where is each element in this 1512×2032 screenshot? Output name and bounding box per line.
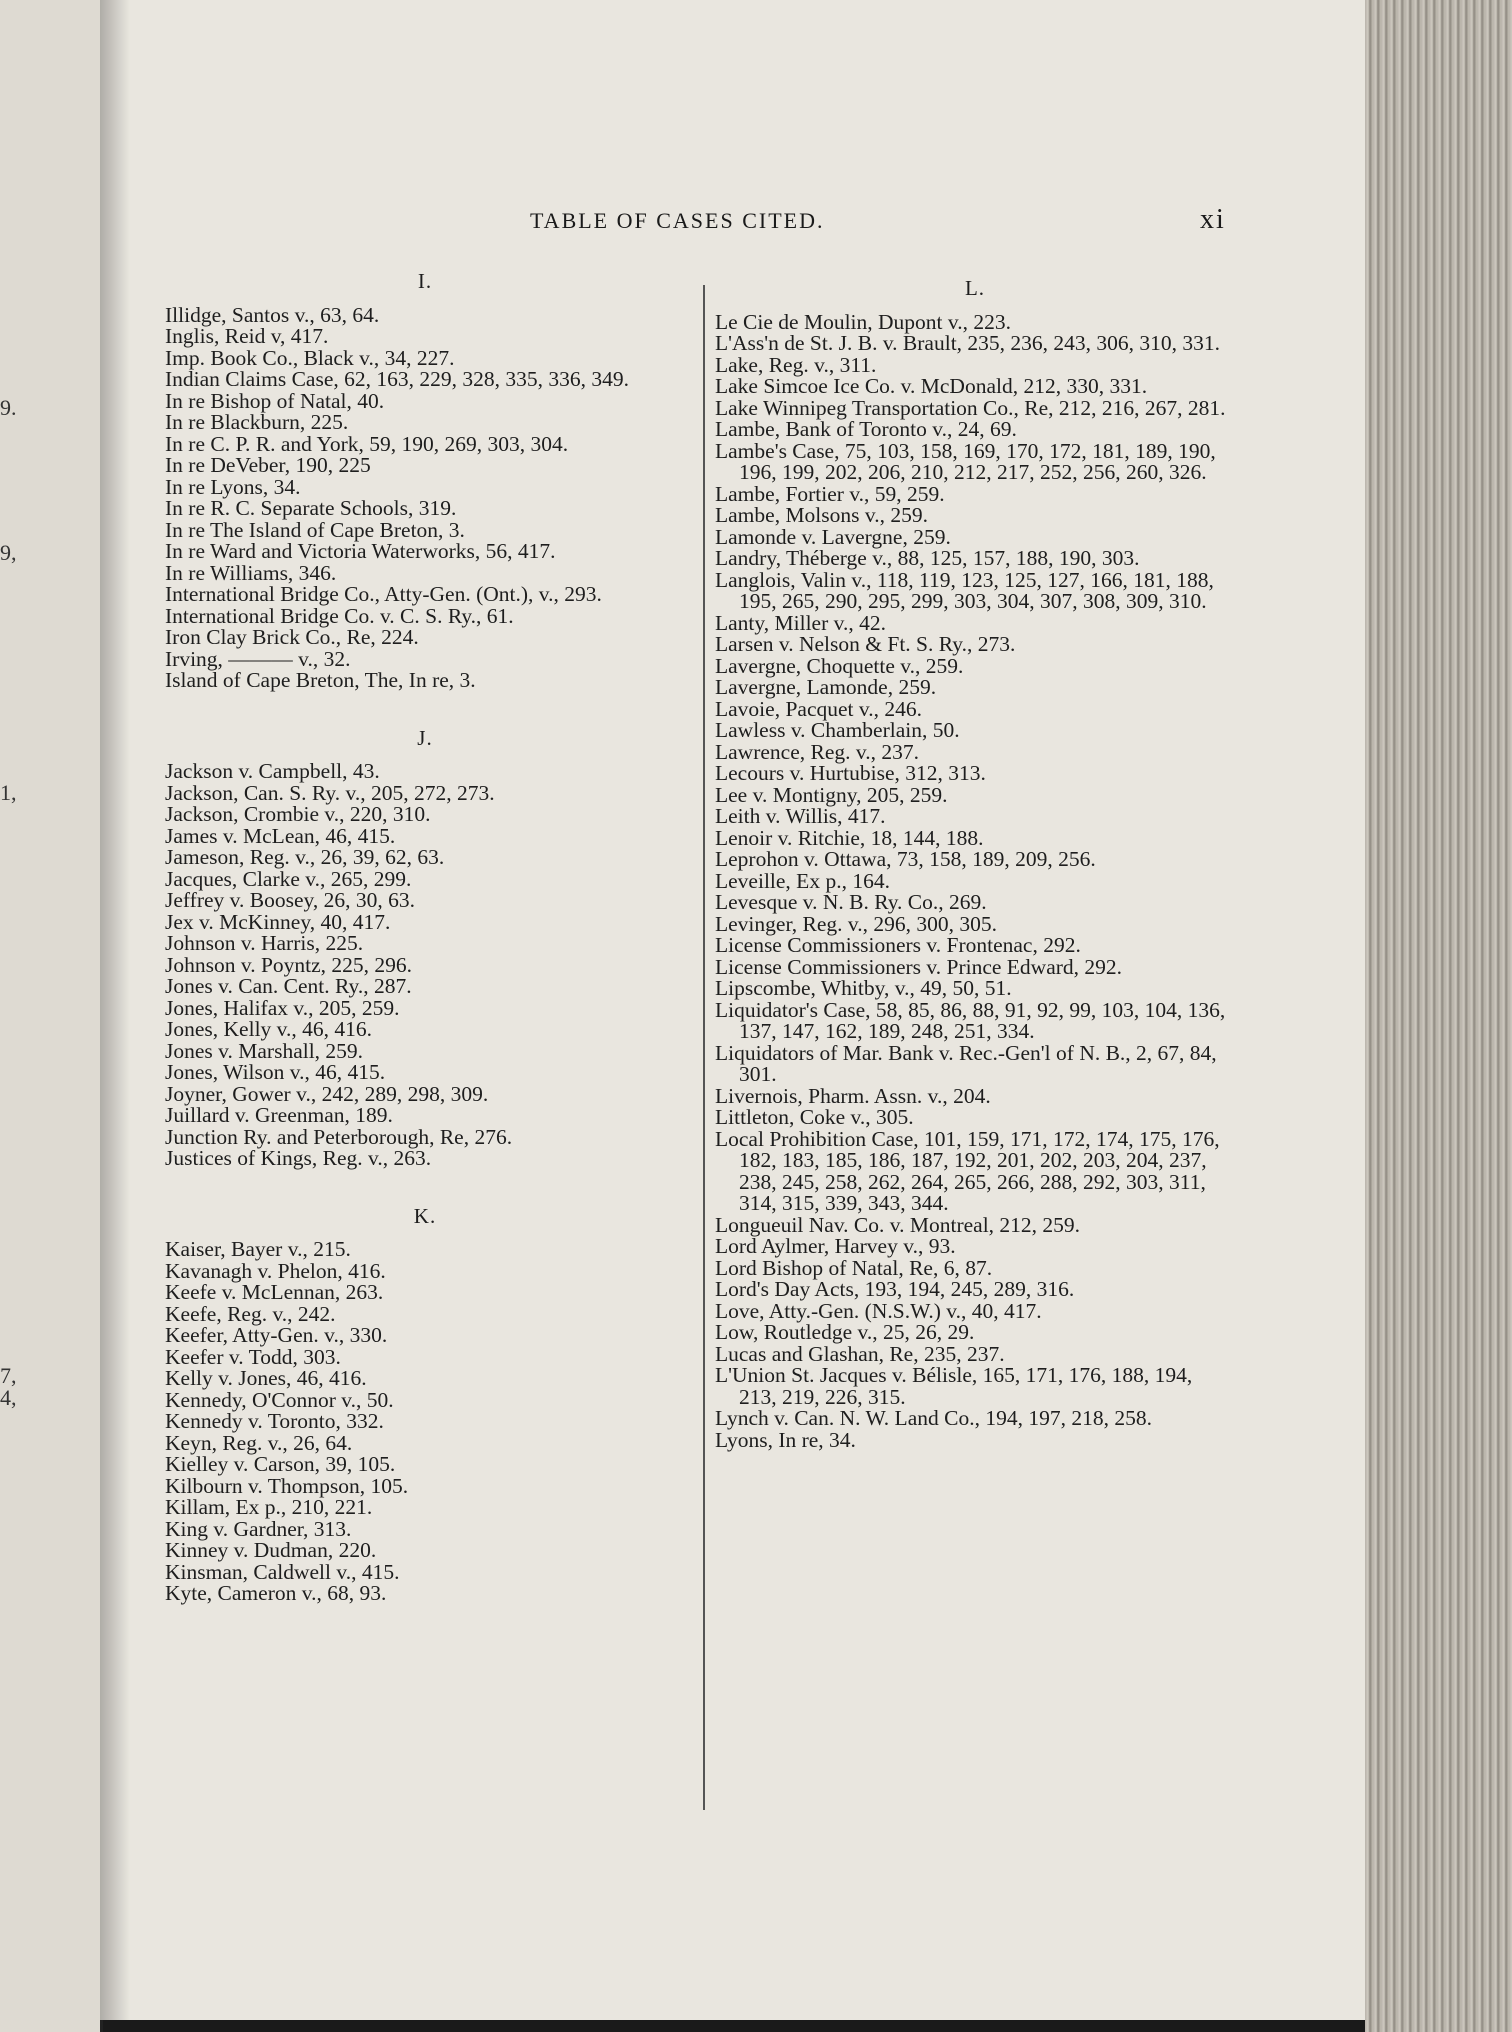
- case-entry: Kennedy, O'Connor v., 50.: [165, 1387, 394, 1412]
- case-entry: In re Blackburn, 225.: [165, 410, 349, 434]
- section-letter: I.: [417, 269, 433, 293]
- left-page-edge: [0, 0, 103, 2032]
- left-column: [165, 265, 685, 1605]
- case-entry: Lenoir v. Ritchie, 18, 144, 188.: [715, 825, 984, 850]
- case-entry: Jackson, Crombie v., 220, 310.: [165, 802, 431, 826]
- case-entry: Jones, Halifax v., 205, 259.: [165, 995, 400, 1020]
- case-entry: Junction Ry. and Peterborough, Re, 276.: [165, 1124, 513, 1149]
- margin-fragment: 7,: [0, 1363, 17, 1388]
- case-entry: In re C. P. R. and York, 59, 190, 269, 303, 304.: [165, 431, 569, 456]
- case-entry: Lavoie, Pacquet v., 246.: [715, 696, 922, 721]
- case-entry: Lamonde v. Lavergne, 259.: [715, 524, 951, 549]
- right-column: [715, 272, 1235, 1451]
- case-entry: Kelly v. Jones, 46, 416.: [165, 1366, 367, 1390]
- case-entry: Lord Aylmer, Harvey v., 93.: [715, 1234, 956, 1258]
- case-entry: In re DeVeber, 190, 225: [165, 453, 371, 477]
- case-entry: L'Union St. Jacques v. Bélisle, 165, 171, 176, 188, 194, 213, 219, 226, 315.: [715, 1363, 1193, 1409]
- case-entry: International Bridge Co., Atty-Gen. (Ont.), v., 293.: [165, 582, 602, 606]
- case-entry: Juillard v. Greenman, 189.: [165, 1103, 393, 1127]
- case-entry: Jacques, Clarke v., 265, 299.: [165, 866, 412, 891]
- margin-fragment: 1,: [0, 780, 17, 805]
- case-entry: Lambe, Fortier v., 59, 259.: [715, 481, 945, 506]
- case-entry: Jeffrey v. Boosey, 26, 30, 63.: [165, 888, 416, 912]
- case-entry: Jackson v. Campbell, 43.: [165, 759, 380, 783]
- case-entry: Jones, Kelly v., 46, 416.: [165, 1017, 373, 1041]
- page-title: TABLE OF CASES CITED.: [530, 208, 825, 233]
- page-number: xi: [1200, 204, 1226, 235]
- case-entry: Jones v. Marshall, 259.: [165, 1038, 364, 1063]
- section-letter: L.: [964, 276, 986, 300]
- case-entry: Island of Cape Breton, The, In re, 3.: [165, 668, 476, 692]
- case-entry: Kyte, Cameron v., 68, 93.: [165, 1581, 387, 1605]
- case-entry: Keefer v. Todd, 303.: [165, 1344, 341, 1369]
- case-entry: Johnson v. Poyntz, 225, 296.: [165, 952, 413, 977]
- case-entry: In re The Island of Cape Breton, 3.: [165, 517, 465, 542]
- case-entry: Leveille, Ex p., 164.: [715, 868, 890, 893]
- margin-fragment: 9.: [0, 395, 17, 420]
- case-entry: Lavergne, Choquette v., 259.: [715, 653, 964, 678]
- case-entry: Lawless v. Chamberlain, 50.: [715, 718, 960, 742]
- case-entry: Joyner, Gower v., 242, 289, 298, 309.: [165, 1081, 489, 1106]
- case-entry: Jex v. McKinney, 40, 417.: [165, 909, 391, 934]
- section-gap: [165, 1170, 685, 1200]
- case-entry: Lecours v. Hurtubise, 312, 313.: [715, 761, 986, 785]
- case-entry: Larsen v. Nelson & Ft. S. Ry., 273.: [715, 632, 1016, 656]
- case-entry: Irving, ——— v., 32.: [165, 646, 351, 671]
- case-entry: Liquidators of Mar. Bank v. Rec.-Gen'l of N. B., 2, 67, 84, 301.: [715, 1040, 1217, 1086]
- case-entry: Kinney v. Dudman, 220.: [165, 1538, 377, 1562]
- case-entry: Lipscombe, Whitby, v., 49, 50, 51.: [715, 976, 1012, 1000]
- case-entry: In re Lyons, 34.: [165, 474, 301, 499]
- case-entry: Lake Simcoe Ice Co. v. McDonald, 212, 330, 331.: [715, 374, 1148, 398]
- case-entry: Lucas and Glashan, Re, 235, 237.: [715, 1341, 1005, 1366]
- case-entry: In re Williams, 346.: [165, 560, 337, 585]
- case-entry: Imp. Book Co., Black v., 34, 227.: [165, 345, 455, 370]
- case-entry: Kaiser, Bayer v., 215.: [165, 1237, 351, 1261]
- case-entry: Lake, Reg. v., 311.: [715, 352, 877, 377]
- case-entry: Littleton, Coke v., 305.: [715, 1105, 914, 1129]
- case-entry: Keefer, Atty-Gen. v., 330.: [165, 1323, 388, 1347]
- case-entry: Le Cie de Moulin, Dupont v., 223.: [715, 309, 1011, 334]
- case-entry: Leprohon v. Ottawa, 73, 158, 189, 209, 256.: [715, 847, 1096, 871]
- section-gap: [165, 692, 685, 722]
- case-entry: Lambe, Bank of Toronto v., 24, 69.: [715, 417, 1017, 441]
- case-entry: Livernois, Pharm. Assn. v., 204.: [715, 1083, 991, 1108]
- case-entry: Kinsman, Caldwell v., 415.: [165, 1559, 400, 1584]
- case-entry: Low, Routledge v., 25, 26, 29.: [715, 1320, 975, 1344]
- case-entry: International Bridge Co. v. C. S. Ry., 61.: [165, 603, 514, 628]
- case-entry: Lynch v. Can. N. W. Land Co., 194, 197, 218, 258.: [715, 1406, 1152, 1430]
- page-edges: [1365, 0, 1512, 2032]
- case-entry: Keyn, Reg. v., 26, 64.: [165, 1430, 353, 1455]
- case-entry: Kilbourn v. Thompson, 105.: [165, 1473, 409, 1498]
- case-entry: Local Prohibition Case, 101, 159, 171, 172, 174, 175, 176, 182, 183, 185, 186, 187, 192, 201, 202, 203, 204, 237, 238, 245, 258, 262, 264, 265, 266, 288, 292, 303, 311, 314, 315, 339, 343, 344.: [715, 1126, 1220, 1215]
- case-entry: Langlois, Valin v., 118, 119, 123, 125, 127, 166, 181, 188, 195, 265, 290, 295, 299, 303, 304, 307, 308, 309, 310.: [715, 567, 1214, 613]
- case-entry: License Commissioners v. Prince Edward, 292.: [715, 954, 1123, 979]
- gutter-shadow: [100, 0, 130, 2020]
- case-entry: Inglis, Reid v, 417.: [165, 324, 329, 348]
- case-entry: In re R. C. Separate Schools, 319.: [165, 496, 457, 520]
- case-entry: Kavanagh v. Phelon, 416.: [165, 1258, 386, 1283]
- case-entry: Indian Claims Case, 62, 163, 229, 328, 335, 336, 349.: [165, 367, 630, 391]
- case-entry: King v. Gardner, 313.: [165, 1516, 352, 1541]
- case-entry: Lambe, Molsons v., 259.: [715, 503, 928, 527]
- case-entry: Landry, Théberge v., 88, 125, 157, 188, 190, 303.: [715, 546, 1140, 570]
- case-entry: Longueuil Nav. Co. v. Montreal, 212, 259.: [715, 1212, 1081, 1237]
- case-entry: Lavergne, Lamonde, 259.: [715, 675, 937, 699]
- column-divider: [703, 285, 705, 1810]
- case-entry: Johnson v. Harris, 225.: [165, 931, 364, 955]
- case-entry: Lord's Day Acts, 193, 194, 245, 289, 316.: [715, 1277, 1075, 1301]
- case-entry: Liquidator's Case, 58, 85, 86, 88, 91, 92, 99, 103, 104, 136, 137, 147, 162, 189, 248, 251, 334.: [715, 997, 1226, 1043]
- case-entry: License Commissioners v. Frontenac, 292.: [715, 933, 1081, 957]
- case-entry: Leith v. Willis, 417.: [715, 804, 886, 828]
- case-entry: Lawrence, Reg. v., 237.: [715, 739, 919, 764]
- case-entry: Love, Atty.-Gen. (N.S.W.) v., 40, 417.: [715, 1298, 1042, 1323]
- case-entry: In re Bishop of Natal, 40.: [165, 388, 385, 413]
- case-entry: Jackson, Can. S. Ry. v., 205, 272, 273.: [165, 780, 495, 805]
- case-entry: Keefe v. McLennan, 263.: [165, 1280, 384, 1304]
- case-entry: Jones v. Can. Cent. Ry., 287.: [165, 974, 412, 998]
- case-entry: Lake Winnipeg Transportation Co., Re, 212, 216, 267, 281.: [715, 395, 1226, 420]
- section-letter: K.: [413, 1203, 437, 1228]
- case-entry: Killam, Ex p., 210, 221.: [165, 1495, 373, 1519]
- case-entry: Kielley v. Carson, 39, 105.: [165, 1452, 396, 1476]
- case-entry: Kennedy v. Toronto, 332.: [165, 1409, 384, 1433]
- case-entry: James v. McLean, 46, 415.: [165, 823, 396, 848]
- case-entry: Lyons, In re, 34.: [715, 1427, 856, 1452]
- case-entry: Jameson, Reg. v., 26, 39, 62, 63.: [165, 845, 445, 869]
- case-entry: Lord Bishop of Natal, Re, 6, 87.: [715, 1255, 993, 1280]
- case-entry: Lanty, Miller v., 42.: [715, 610, 886, 635]
- case-entry: In re Ward and Victoria Waterworks, 56, 417.: [165, 539, 556, 563]
- case-entry: Justices of Kings, Reg. v., 263.: [165, 1146, 432, 1170]
- case-entry: L'Ass'n de St. J. B. v. Brault, 235, 236, 243, 306, 310, 331.: [715, 331, 1221, 355]
- margin-fragment: 9,: [0, 540, 17, 565]
- case-entry: Iron Clay Brick Co., Re, 224.: [165, 625, 419, 649]
- section-letter: J.: [417, 725, 433, 750]
- case-entry: Jones, Wilson v., 46, 415.: [165, 1060, 386, 1084]
- case-entry: Lambe's Case, 75, 103, 158, 169, 170, 172, 181, 189, 190, 196, 199, 202, 206, 210, 212, 217, 252, 256, 260, 326.: [715, 438, 1216, 484]
- case-entry: Keefe, Reg. v., 242.: [165, 1301, 336, 1326]
- case-entry: Lee v. Montigny, 205, 259.: [715, 782, 948, 807]
- case-entry: Levesque v. N. B. Ry. Co., 269.: [715, 890, 987, 914]
- case-entry: Levinger, Reg. v., 296, 300, 305.: [715, 911, 997, 936]
- case-entry: Illidge, Santos v., 63, 64.: [165, 302, 380, 327]
- margin-fragment: 4,: [0, 1385, 17, 1410]
